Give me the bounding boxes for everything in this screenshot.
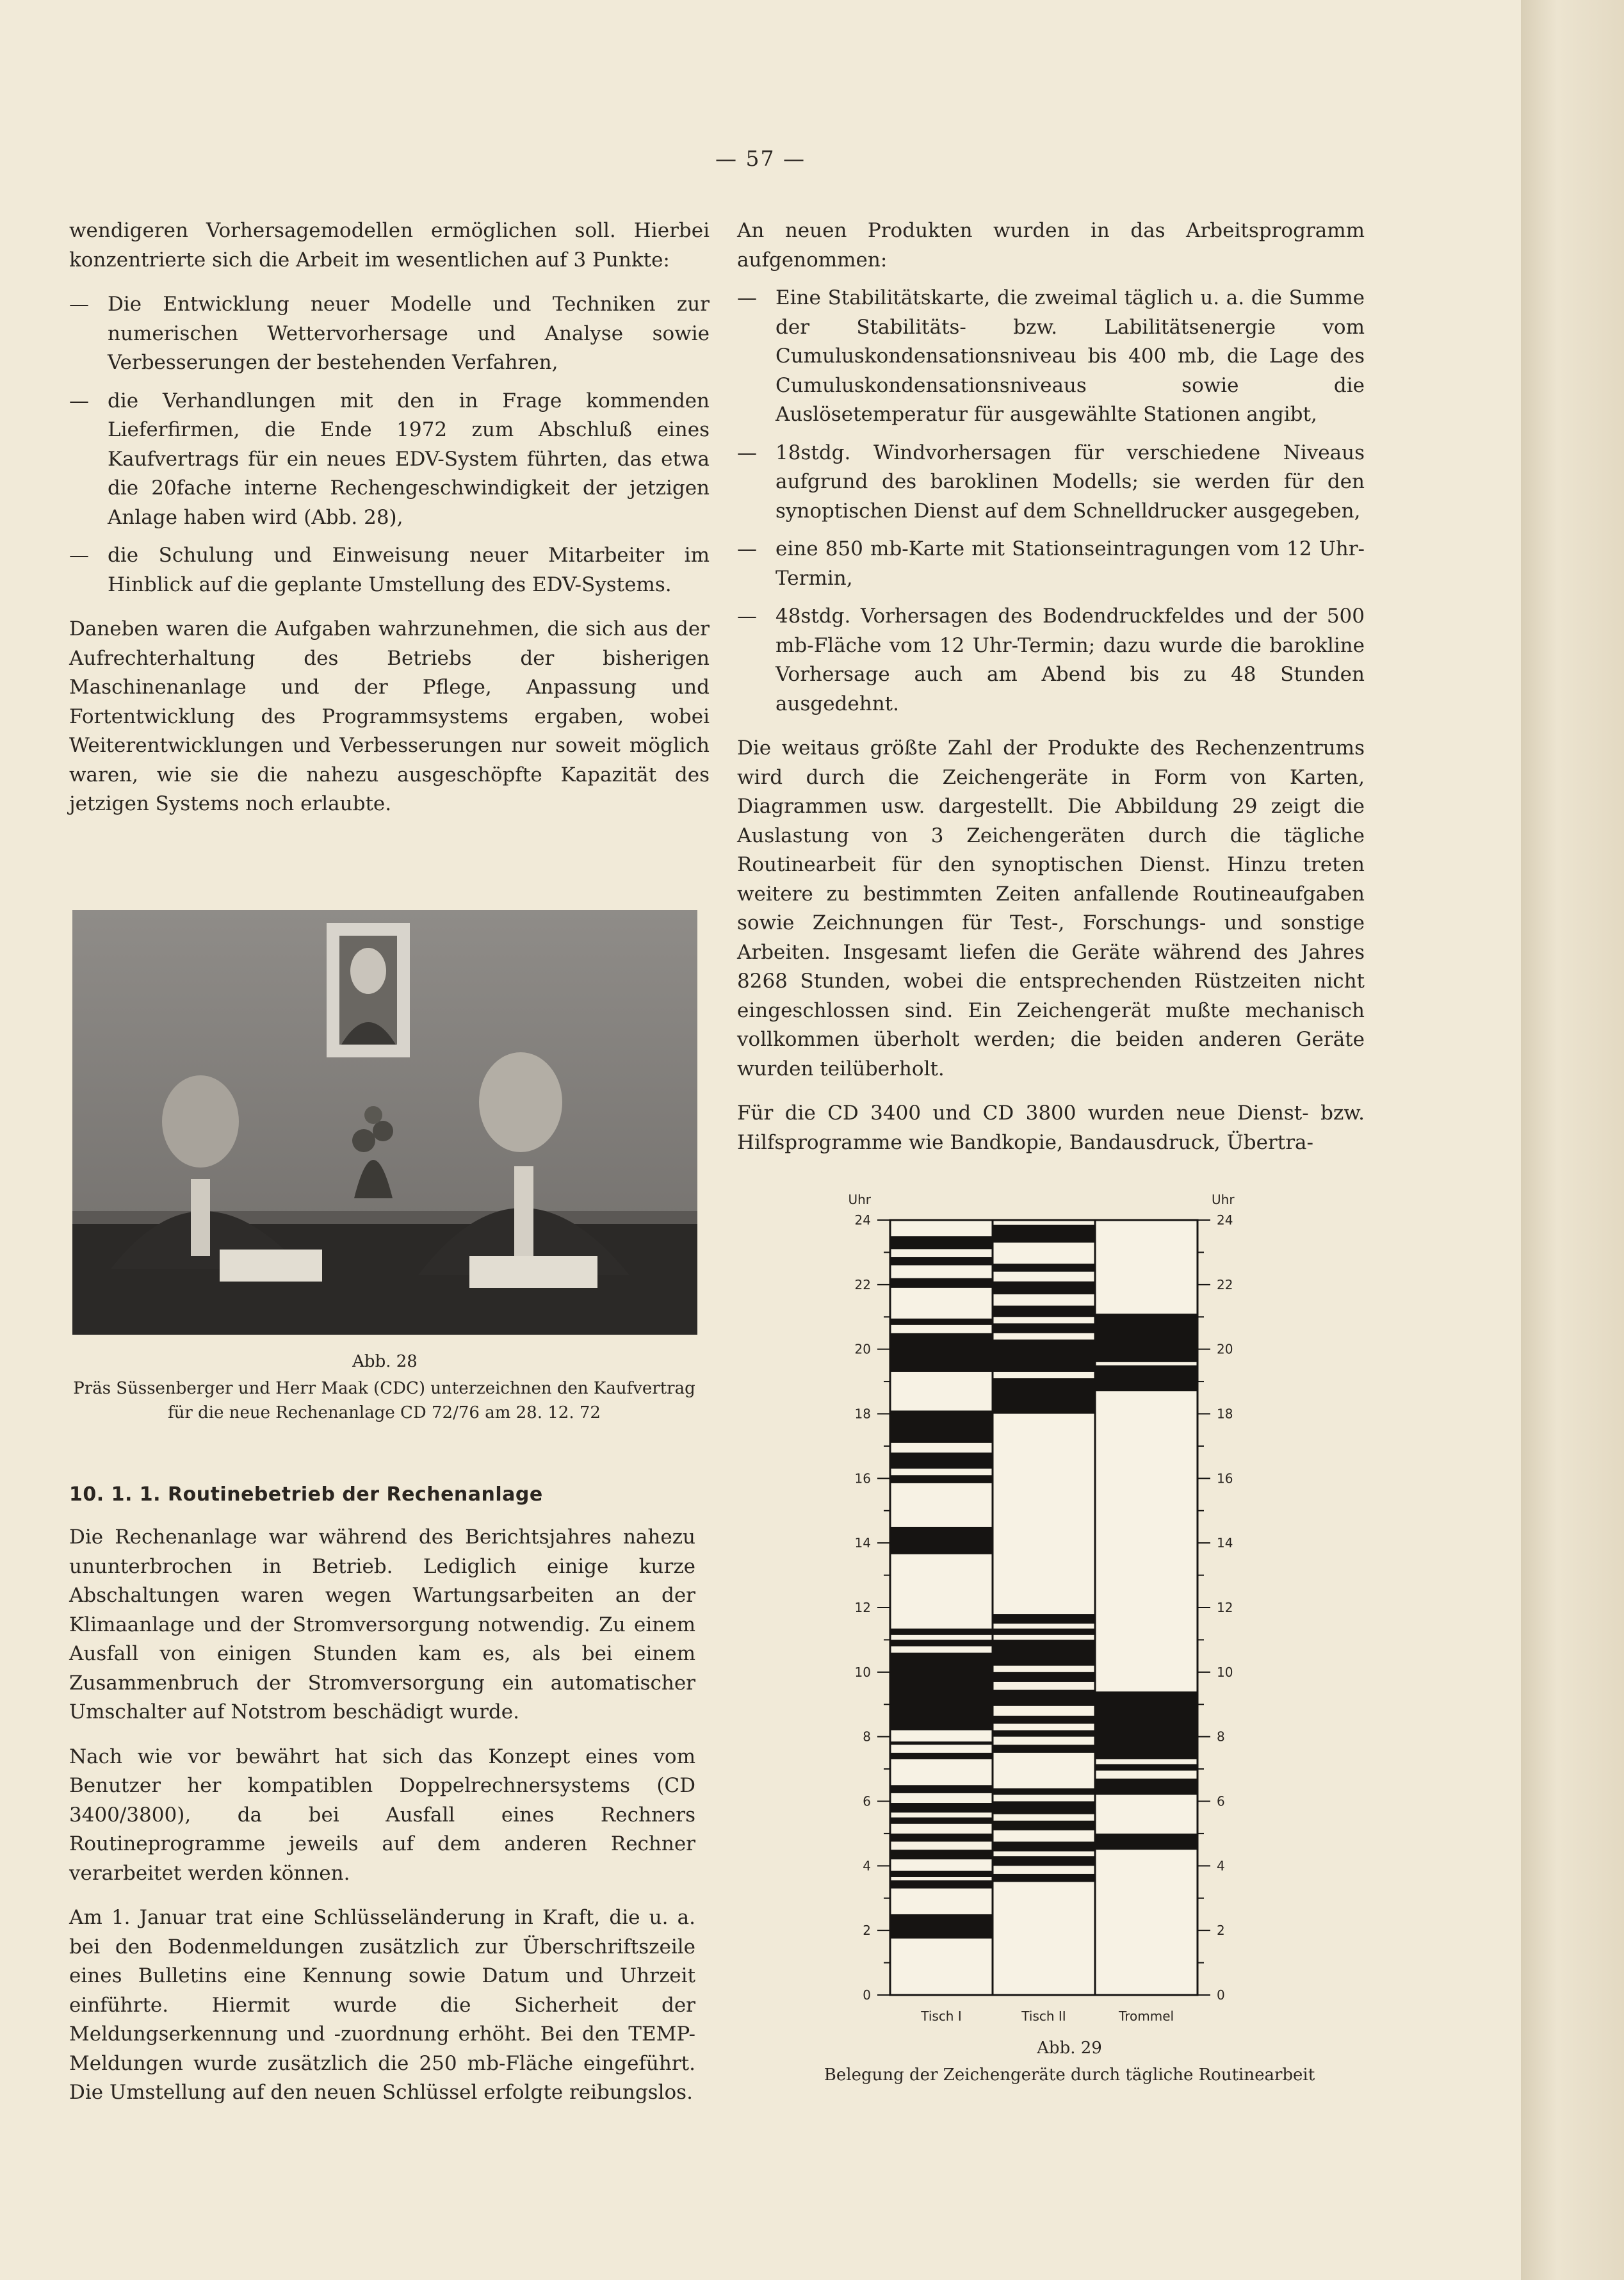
right-intro: An neuen Produkten wurden in das Arbeitsprogramm aufgenommen:	[737, 219, 1365, 272]
occupancy-bar	[891, 1834, 992, 1842]
occupancy-bar	[993, 1378, 1094, 1413]
y-tick-label-right: 0	[1217, 1987, 1225, 2003]
list-item-text: 18stdg. Windvorhersagen für verschiedene Niveaus aufgrund des baroklinen Modells; sie werden für den synoptischen Dienst auf dem Schnelldrucker ausgegeben,	[775, 441, 1365, 523]
y-tick-label-right: 18	[1217, 1406, 1233, 1422]
y-tick-label-left: 0	[863, 1987, 871, 2003]
occupancy-bar	[1096, 1834, 1197, 1850]
occupancy-bar	[993, 1323, 1094, 1333]
category-label: Tisch II	[1021, 2008, 1066, 2024]
occupancy-bar	[891, 1278, 992, 1288]
y-tick-label-left: 24	[854, 1212, 871, 1228]
occupancy-bar	[891, 1818, 992, 1824]
plotter-occupancy-chart	[826, 1178, 1313, 2030]
list-dash: —	[737, 441, 757, 464]
right-paragraph: Für die CD 3400 und CD 3800 wurden neue Dienst- bzw. Hilfsprogramme wie Bandkopie, Bandausdruck, Übertra-	[737, 1102, 1365, 1154]
occupancy-bar	[891, 1453, 992, 1469]
left-paragraph: Daneben waren die Aufgaben wahrzunehmen, die sich aus der Aufrechterhaltung des Betriebs der bisherigen Maschinenanlage und der Pflege, Anpassung und Fortentwicklung des Programmsystems ergaben, wobei Weiterentwicklungen und Verbesserungen nur soweit möglich waren, wie sie die nahezu ausgeschöpfte Kapazität des jetzigen Systems noch erlaubte.	[69, 617, 710, 815]
category-label: Trommel	[1118, 2008, 1174, 2024]
list-dash: —	[737, 286, 757, 309]
occupancy-bar	[891, 1850, 992, 1859]
occupancy-bar	[993, 1640, 1094, 1665]
occupancy-bar	[891, 1236, 992, 1249]
occupancy-bar	[993, 1264, 1094, 1272]
occupancy-bar	[891, 1640, 992, 1646]
y-tick-label-left: 22	[854, 1276, 871, 1292]
occupancy-bar	[993, 1745, 1094, 1753]
figure-28-label: Abb. 28	[352, 1352, 418, 1371]
page-number: — 57 —	[715, 146, 806, 171]
figure-29-label: Abb. 29	[1037, 2039, 1102, 2058]
occupancy-bar	[993, 1690, 1094, 1706]
y-axis-label-left: Uhr	[848, 1192, 871, 1207]
y-tick-label-left: 18	[854, 1406, 871, 1422]
section-paragraph: Am 1. Januar trat eine Schlüsseländerung in Kraft, die u. a. bei den Bodenmeldungen zusätzlich zur Überschriftszeile eines Bulletins eine Kennung sowie Datum und Uhrzeit einführte. Hiermit wurde die Sicherheit der Meldungserkennung und -zuordnung erhöht. Bei den TEMP-Meldungen wurde zusätzlich die 250 mb-Fläche eingeführt. Die Umstellung auf den neuen Schlüssel erfolgte reibungslos.	[69, 1906, 695, 2104]
figure-29-caption: Belegung der Zeichengeräte durch tägliche Routinearbeit	[824, 2065, 1315, 2085]
y-tick-label-left: 2	[863, 1923, 871, 1939]
occupancy-bar	[891, 1653, 992, 1730]
y-tick-label-left: 12	[854, 1600, 871, 1615]
occupancy-bar	[1096, 1365, 1197, 1391]
occupancy-bar	[993, 1306, 1094, 1317]
y-tick-label-left: 8	[863, 1729, 871, 1745]
right-paragraph: Die weitaus größte Zahl der Produkte des Rechenzentrums wird durch die Zeichengeräte in Form von Karten, Diagrammen usw. dargestellt. Die Abbildung 29 zeigt die Auslastung von 3 Zeichengeräten durch die tägliche Routinearbeit für den synoptischen Dienst. Hinzu treten weitere zu bestimmten Zeiten anfallende Routineaufgaben sowie Zeichnungen für Test-, Forschungs- und sonstige Arbeiten. Insgesamt liefen die Geräte während des Jahres 8268 Stunden, wobei die entsprechenden Rüstzeiten nicht eingeschlossen sind. Ein Zeichengerät mußte mechanisch vollkommen überholt werden; die beiden anderen Geräte wurden teilüberholt.	[737, 737, 1365, 1080]
list-item-text: die Verhandlungen mit den in Frage kommenden Lieferfirmen, die Ende 1972 zum Abschluß eines Kaufvertrags für ein neues EDV-System führten, das etwa die 20fache interne Rechengeschwindigkeit der jetzigen Anlage haben wird (Abb. 28),	[108, 389, 710, 529]
list-item	[69, 387, 710, 533]
list-dash: —	[69, 389, 89, 412]
occupancy-bar	[891, 1914, 992, 1939]
occupancy-bar	[993, 1842, 1094, 1852]
occupancy-bar	[891, 1527, 992, 1554]
occupancy-bar	[993, 1614, 1094, 1624]
list-dash: —	[737, 537, 757, 560]
occupancy-bar	[891, 1319, 992, 1325]
y-tick-label-left: 16	[854, 1470, 871, 1486]
y-tick-label-right: 12	[1217, 1600, 1233, 1615]
category-label: Tisch I	[921, 2008, 962, 2024]
occupancy-bar	[891, 1741, 992, 1745]
list-item-text: 48stdg. Vorhersagen des Bodendruckfeldes und der 500 mb-Fläche vom 12 Uhr-Termin; dazu wurde die barokline Vorhersage auch am Abend bis zu 48 Stunden ausgedehnt.	[775, 605, 1365, 715]
list-item	[737, 439, 1365, 526]
right-column	[737, 216, 1365, 1173]
y-tick-label-right: 14	[1217, 1535, 1233, 1551]
section-paragraph: Die Rechenanlage war während des Berichtsjahres nahezu ununterbrochen in Betrieb. Lediglich einige kurze Abschaltungen waren wegen Wartungsarbeiten an der Klimaanlage und der Stromversorgung notwendig. Zu einem Ausfall von einigen Stunden kam es, als bei einem Zusammenbruch der Stromversorgung ein automatischer Umschalter auf Notstrom beschädigt wurde.	[69, 1526, 695, 1723]
figure-28-caption-line-2: für die neue Rechenanlage CD 72/76 am 28. 12. 72	[168, 1403, 601, 1422]
occupancy-bar	[993, 1340, 1094, 1372]
photo-signing	[72, 910, 697, 1335]
y-tick-label-left: 20	[854, 1341, 871, 1357]
y-tick-label-right: 8	[1217, 1729, 1225, 1745]
occupancy-bar	[891, 1257, 992, 1266]
occupancy-bar	[891, 1871, 992, 1877]
y-tick-label-left: 10	[854, 1664, 871, 1680]
photo-illustration	[72, 910, 697, 1335]
y-tick-label-right: 20	[1217, 1341, 1233, 1357]
list-dash: —	[69, 293, 89, 316]
y-tick-label-right: 10	[1217, 1664, 1233, 1680]
y-tick-label-right: 4	[1217, 1858, 1225, 1874]
figure-28-caption-line-1: Präs Süssenberger und Herr Maak (CDC) unterzeichnen den Kaufvertrag	[73, 1379, 695, 1398]
occupancy-bar	[891, 1333, 992, 1372]
occupancy-bar	[993, 1821, 1094, 1830]
list-item	[69, 541, 710, 599]
list-item-text: eine 850 mb-Karte mit Stationseintragungen vom 12 Uhr-Termin,	[775, 537, 1365, 590]
list-item-text: Eine Stabilitätskarte, die zweimal täglich u. a. die Summe der Stabilitäts- bzw. Labilitätsenergie vom Cumuluskondensationsniveau bis 400 mb, die Lage des Cumuluskondensationsniveaus sowie die Auslösetemperatur für ausgewählte Stationen angibt,	[775, 286, 1365, 426]
occupancy-bar	[993, 1856, 1094, 1866]
occupancy-bar	[1096, 1691, 1197, 1759]
list-item-text: Die Entwicklung neuer Modelle und Techniken zur numerischen Wettervorhersage und Analyse sowie Verbesserungen der bestehenden Verfahren,	[108, 293, 710, 374]
y-tick-label-right: 22	[1217, 1276, 1233, 1292]
list-item-text: die Schulung und Einweisung neuer Mitarbeiter im Hinblick auf die geplante Umstellung des EDV-Systems.	[108, 544, 710, 596]
list-dash: —	[737, 605, 757, 628]
section-paragraph: Nach wie vor bewährt hat sich das Konzept eines vom Benutzer her kompatiblen Doppelrechnersystems (CD 3400/3800), da bei Ausfall eines Rechners Routineprogramme jeweils auf dem anderen Rechner verarbeitet werden können.	[69, 1745, 695, 1885]
occupancy-bar	[891, 1410, 992, 1442]
occupancy-bar	[1096, 1314, 1197, 1362]
list-item	[737, 602, 1365, 719]
left-intro: wendigeren Vorhersagemodellen ermöglichen soll. Hierbei konzentrierte sich die Arbeit im wesentlichen auf 3 Punkte:	[69, 219, 710, 272]
y-tick-label-left: 4	[863, 1858, 871, 1874]
occupancy-bar	[891, 1785, 992, 1793]
occupancy-bar	[993, 1874, 1094, 1882]
occupancy-bar	[993, 1282, 1094, 1294]
page-edge	[1521, 0, 1624, 2280]
occupancy-bar	[1096, 1764, 1197, 1771]
list-dash: —	[69, 544, 89, 567]
occupancy-bar	[891, 1803, 992, 1812]
occupancy-bar	[993, 1629, 1094, 1635]
section-heading: 10. 1. 1. Routinebetrieb der Rechenanlage	[69, 1483, 543, 1506]
section-body	[69, 1523, 695, 2123]
occupancy-bar	[891, 1880, 992, 1889]
y-tick-label-left: 6	[863, 1793, 871, 1809]
y-tick-label-left: 14	[854, 1535, 871, 1551]
left-column	[69, 216, 710, 835]
list-item	[737, 535, 1365, 593]
occupancy-bar	[993, 1730, 1094, 1737]
list-item	[69, 290, 710, 378]
occupancy-bar	[891, 1753, 992, 1759]
list-item	[737, 284, 1365, 430]
occupancy-bar	[993, 1716, 1094, 1724]
occupancy-bar	[993, 1672, 1094, 1682]
occupancy-bar	[891, 1629, 992, 1635]
occupancy-bar	[993, 1225, 1094, 1243]
y-axis-label-right: Uhr	[1212, 1192, 1235, 1207]
occupancy-bar	[993, 1788, 1094, 1795]
occupancy-bar	[1096, 1779, 1197, 1795]
y-tick-label-right: 6	[1217, 1793, 1225, 1809]
occupancy-bar	[993, 1802, 1094, 1814]
occupancy-bar	[891, 1475, 992, 1483]
y-tick-label-right: 2	[1217, 1923, 1225, 1939]
y-tick-label-right: 16	[1217, 1470, 1233, 1486]
y-tick-label-right: 24	[1217, 1212, 1233, 1228]
